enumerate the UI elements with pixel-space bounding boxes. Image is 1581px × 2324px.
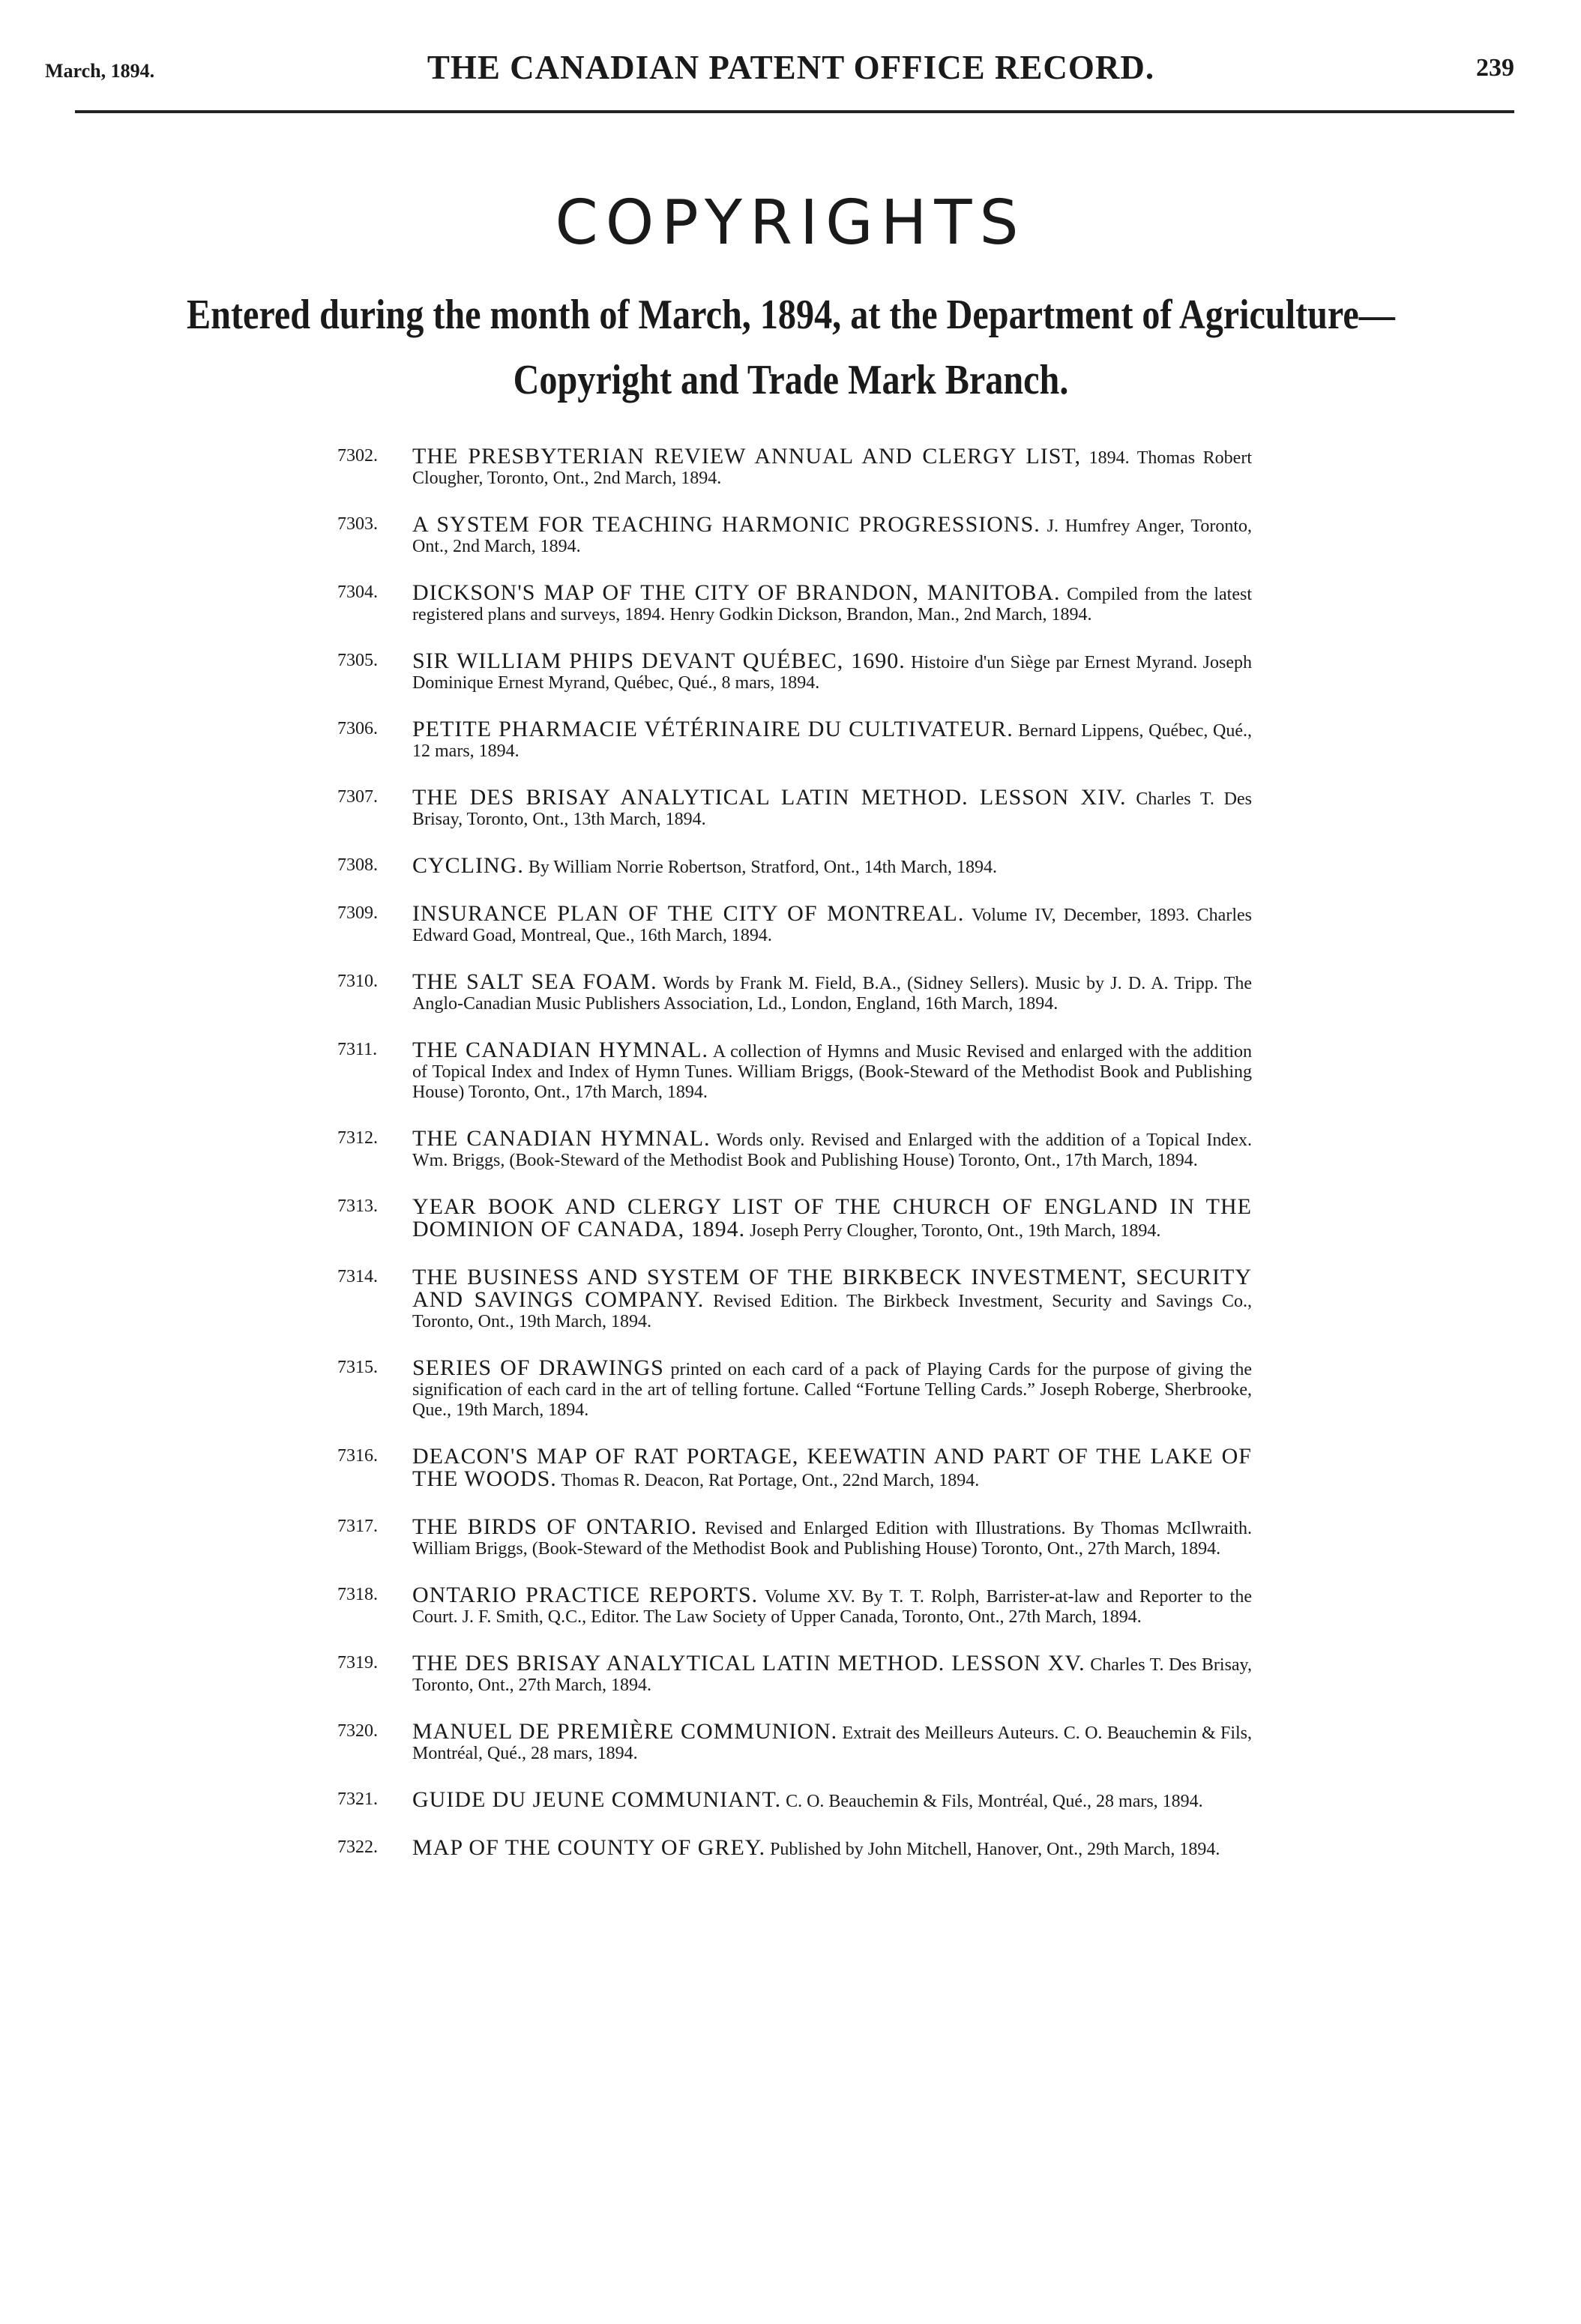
entry-title: DICKSON'S MAP OF THE CITY OF BRANDON, MANITOBA. bbox=[412, 580, 1061, 605]
entry-number: 7322. bbox=[337, 1837, 378, 1857]
copyright-entry bbox=[337, 1040, 1252, 1103]
entry-details: Thomas R. Deacon, Rat Portage, Ont., 22nd March, 1894. bbox=[561, 1471, 980, 1490]
entry-number: 7309. bbox=[337, 903, 378, 923]
entry-number: 7303. bbox=[337, 514, 378, 534]
entry-details: C. O. Beauchemin & Fils, Montréal, Qué., 28 mars, 1894. bbox=[786, 1792, 1203, 1811]
header-rule bbox=[75, 110, 1514, 113]
entry-details: Compiled from the latest registered plans and surveys, 1894. Henry Godkin Dickson, Brandon, Man., 2nd March, 1894. bbox=[412, 585, 1252, 624]
entry-number: 7304. bbox=[337, 582, 378, 602]
copyright-entry-list bbox=[337, 446, 1252, 1885]
copyright-entry bbox=[337, 1446, 1252, 1491]
entry-details: By William Norrie Robertson, Stratford, Ont., 14th March, 1894. bbox=[528, 858, 998, 877]
entry-title: THE DES BRISAY ANALYTICAL LATIN METHOD. LESSON XV. bbox=[412, 1651, 1085, 1676]
entry-details: Bernard Lippens, Québec, Qué., 12 mars, 1894. bbox=[412, 721, 1252, 761]
entry-title: PETITE PHARMACIE VÉTÉRINAIRE DU CULTIVATEUR. bbox=[412, 717, 1014, 741]
entry-details: Charles T. Des Brisay, Toronto, Ont., 27th March, 1894. bbox=[412, 1655, 1252, 1695]
entry-details: Histoire d'un Siège par Ernest Myrand. Joseph Dominique Ernest Myrand, Québec, Qué., 8 mars, 1894. bbox=[412, 653, 1252, 693]
copyright-entry bbox=[337, 1789, 1252, 1812]
entry-number: 7319. bbox=[337, 1653, 378, 1673]
entry-details: Joseph Perry Clougher, Toronto, Ont., 19th March, 1894. bbox=[750, 1221, 1161, 1241]
entry-number: 7312. bbox=[337, 1128, 378, 1148]
entry-details: printed on each card of a pack of Playing Cards for the purpose of giving the signification of each card in the art of telling fortune. Called “Fortune Telling Cards.” Joseph Roberge, Sherbrooke, Que., 19th March, 1894. bbox=[412, 1360, 1252, 1420]
entry-title: THE CANADIAN HYMNAL. bbox=[412, 1038, 708, 1062]
entry-details: Extrait des Meilleurs Auteurs. C. O. Beauchemin & Fils, Montréal, Qué., 28 mars, 1894. bbox=[412, 1724, 1253, 1763]
header-date: March, 1894. bbox=[45, 60, 155, 82]
entry-number: 7306. bbox=[337, 719, 378, 738]
copyright-entry bbox=[337, 787, 1252, 830]
copyright-entry bbox=[337, 1585, 1252, 1628]
entry-title: THE DES BRISAY ANALYTICAL LATIN METHOD. LESSON XIV. bbox=[412, 785, 1127, 810]
entry-title: THE BIRDS OF ONTARIO. bbox=[412, 1514, 698, 1539]
entry-title: MANUEL DE PREMIÈRE COMMUNION. bbox=[412, 1719, 838, 1744]
entry-title: ONTARIO PRACTICE REPORTS. bbox=[412, 1583, 759, 1607]
entry-number: 7314. bbox=[337, 1267, 378, 1286]
entry-title: THE PRESBYTERIAN REVIEW ANNUAL AND CLERGY LIST, bbox=[412, 444, 1082, 469]
copyright-entry bbox=[337, 1196, 1252, 1241]
entry-title: A SYSTEM FOR TEACHING HARMONIC PROGRESSIONS. bbox=[412, 512, 1041, 537]
copyright-entry bbox=[337, 446, 1252, 489]
entry-number: 7302. bbox=[337, 446, 378, 466]
copyright-entry bbox=[337, 1721, 1252, 1764]
subtitle-line-2: Copyright and Trade Mark Branch. bbox=[513, 357, 1069, 403]
entry-details: Charles T. Des Brisay, Toronto, Ont., 13th March, 1894. bbox=[412, 789, 1252, 829]
page-title: COPYRIGHTS bbox=[555, 187, 1026, 259]
subtitle-line-1: Entered during the month of March, 1894, at the Department of Agriculture— bbox=[187, 292, 1395, 338]
copyright-entry bbox=[337, 582, 1252, 625]
entry-title: THE SALT SEA FOAM. bbox=[412, 969, 657, 994]
entry-details: J. Humfrey Anger, Toronto, Ont., 2nd March, 1894. bbox=[412, 517, 1252, 556]
copyright-entry bbox=[337, 903, 1252, 946]
copyright-entry bbox=[337, 1267, 1252, 1332]
copyright-entry bbox=[337, 1355, 1252, 1421]
entry-details: Revised and Enlarged Edition with Illustrations. By Thomas McIlwraith. William Briggs, (Book-Steward of the Methodist Book and Publishing House) Toronto, Ont., 27th March, 1894. bbox=[412, 1519, 1253, 1559]
entry-number: 7317. bbox=[337, 1517, 378, 1536]
entry-number: 7318. bbox=[337, 1585, 378, 1604]
page-header bbox=[45, 43, 1537, 88]
entry-number: 7305. bbox=[337, 651, 378, 670]
copyright-entry bbox=[337, 1837, 1252, 1860]
entry-details: Volume XV. By T. T. Rolph, Barrister-at-law and Reporter to the Court. J. F. Smith, Q.C., Editor. The Law Society of Upper Canada, Toronto, Ont., 27th March, 1894. bbox=[412, 1587, 1253, 1627]
page-number: 239 bbox=[1476, 54, 1514, 82]
entry-title: DEACON'S MAP OF RAT PORTAGE, KEEWATIN AND PART OF THE LAKE OF THE WOODS. bbox=[412, 1444, 1252, 1491]
entry-number: 7316. bbox=[337, 1446, 378, 1466]
entry-number: 7308. bbox=[337, 855, 378, 875]
entry-number: 7320. bbox=[337, 1721, 378, 1741]
entry-details: Published by John Mitchell, Hanover, Ont., 29th March, 1894. bbox=[770, 1840, 1220, 1859]
entry-title: INSURANCE PLAN OF THE CITY OF MONTREAL. bbox=[412, 901, 965, 926]
copyright-entry bbox=[337, 648, 1252, 693]
entry-title: MAP OF THE COUNTY OF GREY. bbox=[412, 1835, 766, 1860]
entry-number: 7321. bbox=[337, 1789, 378, 1809]
entry-title: YEAR BOOK AND CLERGY LIST OF THE CHURCH OF ENGLAND IN THE DOMINION OF CANADA, 1894. bbox=[412, 1194, 1252, 1241]
entry-details: Words only. Revised and Enlarged with the addition of a Topical Index. Wm. Briggs, (Book-Steward of the Methodist Book and Publishing House) Toronto, Ont., 17th March, 1894. bbox=[412, 1131, 1252, 1170]
copyright-entry bbox=[337, 1514, 1253, 1559]
copyright-entry bbox=[337, 514, 1252, 557]
entry-details: Revised Edition. The Birkbeck Investment, Security and Savings Co., Toronto, Ont., 19th March, 1894. bbox=[412, 1292, 1253, 1331]
copyright-entry bbox=[337, 969, 1252, 1014]
copyright-entry bbox=[337, 1653, 1252, 1696]
copyright-entry bbox=[337, 855, 1252, 878]
entry-title: GUIDE DU JEUNE COMMUNIANT. bbox=[412, 1787, 782, 1812]
entry-title: THE BUSINESS AND SYSTEM OF THE BIRKBECK INVESTMENT, SECURITY AND SAVINGS COMPANY. bbox=[412, 1265, 1252, 1312]
entry-number: 7310. bbox=[337, 972, 378, 991]
entry-number: 7307. bbox=[337, 787, 378, 807]
entry-title: SIR WILLIAM PHIPS DEVANT QUÉBEC, 1690. bbox=[412, 648, 906, 673]
copyright-entry bbox=[337, 719, 1252, 762]
entry-title: CYCLING. bbox=[412, 853, 524, 878]
entry-details: A collection of Hymns and Music Revised and enlarged with the addition of Topical Index and Index of Hymn Tunes. William Briggs, (Book-Steward of the Methodist Book and Publishing House) Toronto, Ont., 17th March, 1894. bbox=[412, 1042, 1253, 1102]
entry-number: 7315. bbox=[337, 1358, 378, 1377]
entry-title: SERIES OF DRAWINGS bbox=[412, 1355, 664, 1380]
entry-details: 1894. Thomas Robert Clougher, Toronto, Ont., 2nd March, 1894. bbox=[412, 448, 1252, 488]
copyright-entry bbox=[337, 1128, 1252, 1171]
journal-title: THE CANADIAN PATENT OFFICE RECORD. bbox=[427, 49, 1155, 86]
entry-number: 7313. bbox=[337, 1196, 378, 1216]
entry-number: 7311. bbox=[337, 1040, 378, 1059]
entry-title: THE CANADIAN HYMNAL. bbox=[412, 1126, 711, 1151]
entry-details: Volume IV, December, 1893. Charles Edward Goad, Montreal, Que., 16th March, 1894. bbox=[412, 906, 1252, 945]
entry-details: Words by Frank M. Field, B.A., (Sidney Sellers). Music by J. D. A. Tripp. The Anglo-Canadian Music Publishers Association, Ld., London, England, 16th March, 1894. bbox=[412, 974, 1252, 1014]
